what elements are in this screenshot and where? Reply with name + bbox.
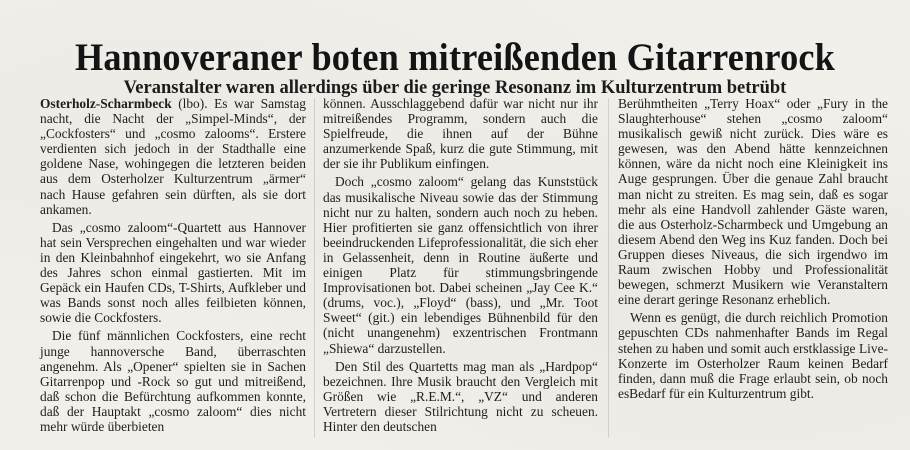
article-column-3 <box>618 96 888 404</box>
paragraph: Den Stil des Quartetts mag man als „Hardpop“ bezeichnen. Ihre Musik braucht den Vergleich mit Größen wie „R.E.M.“, „VZ“ und anderen Vertretern dieser Stilrichtung nicht zu scheuen. Hinter den deutschen <box>323 358 598 434</box>
paragraph: können. Ausschlaggebend dafür war nicht nur ihr mitreißendes Programm, sondern auch die Spielfreude, die ihnen auf der Bühne anzumerkende Spaß, kurz die gute Stimmung, mit der sie ihr Publikum einfingen. <box>323 96 598 172</box>
paragraph: Doch „cosmo zaloom“ gelang das Kunststück das musikalische Niveau sowie das der Stimmung nicht nur zu halten, sondern auch noch zu heben. Hier profitierten sie ganz offensichtlich von ihrer beeindruckenden Lifeprofessionalität, die sich eher in Gelassenheit, denn in Routine äußerte und einigen Platz für stimmungsbringende Improvisationen bot. Dabei scheinen „Jay Cee K.“ (drums, voc.), „Floyd“ (bass), und „Mr. Toot Sweet“ (git.) ein lebendiges Bühnenbild für den (nicht unangenehm) exzentrischen Frontmann „Shiewa“ darzustellen. <box>323 174 598 356</box>
paragraph <box>40 96 306 217</box>
column-divider <box>608 98 609 438</box>
article-column-2 <box>323 96 598 437</box>
subheadline: Veranstalter waren allerdings über die geringe Resonanz im Kulturzentrum betrübt <box>123 78 787 99</box>
article-column-1 <box>40 96 306 437</box>
headline: Hannoveraner boten mitreißenden Gitarrenrock <box>74 36 836 80</box>
dateline: Osterholz-Scharmbeck <box>40 96 172 111</box>
paragraph: Berühmtheiten „Terry Hoax“ oder „Fury in the Slaughterhouse“ stehen „cosmo zaloom“ musikalisch gewiß nicht zurück. Dies wäre es gewesen, was den Abend hätte kennzeichnen können, wäre da nicht noch eine Kleinigkeit ins Auge gesprungen. Über die genaue Zahl braucht man nicht zu streiten. Es mag sein, daß es sogar mehr als eine Handvoll zahlender Gäste waren, die aus Osterholz-Scharmbeck und Umgebung an diesem Abend den Weg ins Kuz fanden. Doch bei Gruppen dieses Niveaus, die sich irgendwo im Raum zwischen Hobby und Professionalität bewegen, schmerzt Musikern wie Veranstaltern eine derart geringe Resonanz erheblich. <box>618 96 888 308</box>
paragraph: Das „cosmo zaloom“-Quartett aus Hannover hat sein Versprechen eingehalten und war wieder in den Kleinbahnhof eingekehrt, wo sie Anfang des Jahres schon einmal gastierten. Mit im Gepäck ein Haufen CDs, T-Shirts, Aufkleber und was Bands sonst noch alles feilbieten können, sowie die Cockfosters. <box>40 219 306 326</box>
column-divider <box>314 98 315 438</box>
paragraph-text: (lbo). Es war Samstag nacht, die Nacht der „Simpel-Minds“, der „Cockfosters“ und „cosmo zalooms“. Erstere verdienten sich jedoch in der Stadthalle eine goldene Nase, wohingegen die letzteren beiden aus dem Osterholzer Kulturzentrum „ärmer“ nach Hause gefahren sein dürften, als sie dort ankamen. <box>40 96 306 217</box>
paragraph: Wenn es genügt, die durch reichlich Promotion gepuschten CDs nahmenhafter Bands im Regal stehen zu haben und somit auch erstklassige Live-Konzerte im Osterholzer Raum keinen Bedarf finden, dann muß die Frage erlaubt sein, ob noch esBedarf für ein Kulturzentrum gibt. <box>618 310 888 401</box>
paragraph: Die fünf männlichen Cockfosters, eine recht junge hannoversche Band, überraschten angenehm. Als „Opener“ spielten sie in Sachen Gitarrenpop und -Rock so gut und mitreißend, daß schon die Befürchtung aufkommen konnte, daß der Hauptakt „cosmo zaloom“ dies nicht mehr würde überbieten <box>40 328 306 434</box>
